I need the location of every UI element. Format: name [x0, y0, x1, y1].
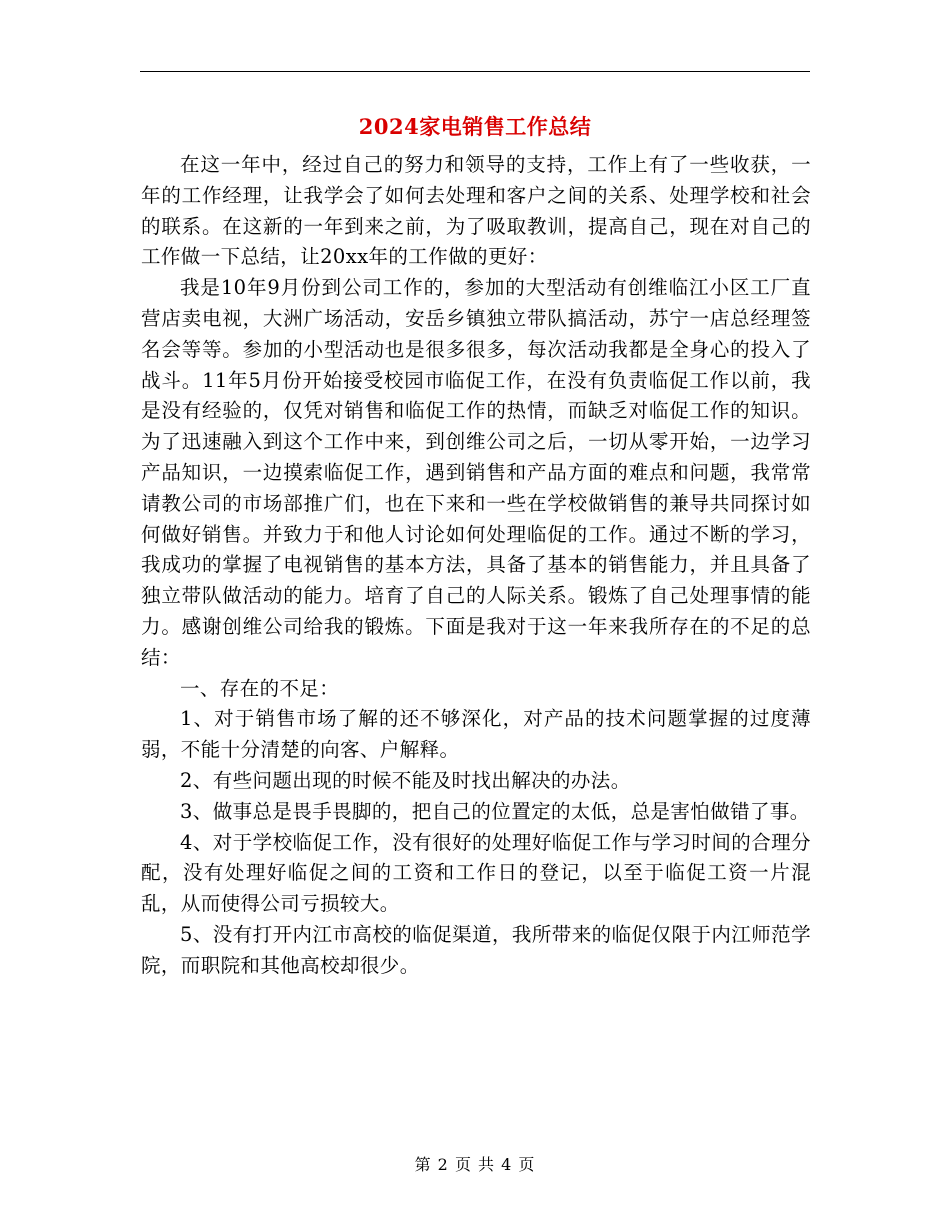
page-number-footer: 第 2 页 共 4 页 [414, 1155, 536, 1174]
header-rule [140, 71, 810, 72]
list-item-shortcoming-1: 1、对于销售市场了解的还不够深化，对产品的技术问题掌握的过度薄弱，不能十分清楚的向客、户解释。 [141, 707, 811, 762]
document-body [141, 150, 811, 982]
paragraph-intro: 在这一年中，经过自己的努力和领导的支持，工作上有了一些收获，一年的工作经理，让我学会了如何去处理和客户之间的关系、处理学校和社会的联系。在这新的一年到来之前，为了吸取教训，提高自己，现在对自己的工作做一下总结，让20xx年的工作做的更好： [141, 153, 811, 269]
list-item-shortcoming-2: 2、有些问题出现的时候不能及时找出解决的办法。 [180, 768, 631, 792]
list-item-shortcoming-5: 5、没有打开内江市高校的临促渠道，我所带来的临促仅限于内江师范学院，而职院和其他高校却很少。 [141, 922, 811, 977]
list-item-shortcoming-4: 4、对于学校临促工作，没有很好的处理好临促工作与学习时间的合理分配，没有处理好临促之间的工资和工作日的登记，以至于临促工资一片混乱，从而使得公司亏损较大。 [141, 830, 811, 916]
list-item-shortcoming-3: 3、做事总是畏手畏脚的，把自己的位置定的太低，总是害怕做错了事。 [180, 799, 810, 823]
document-title: 2024家电销售工作总结 [358, 114, 592, 139]
section-heading-shortcomings: 一、存在的不足： [180, 676, 340, 700]
paragraph-experience: 我是10年9月份到公司工作的，参加的大型活动有创维临江小区工厂直营店卖电视，大洲广场活动，安岳乡镇独立带队搞活动，苏宁一店总经理签名会等等。参加的小型活动也是很多很多，每次活动我都是全身心的投入了战斗。11年5月份开始接受校园市临促工作，在没有负责临促工作以前，我是没有经验的，仅凭对销售和临促工作的热情，而缺乏对临促工作的知识。为了迅速融入到这个工作中来，到创维公司之后，一切从零开始，一边学习产品知识，一边摸索临促工作，遇到销售和产品方面的难点和问题，我常常请教公司的市场部推广们，也在下来和一些在学校做销售的兼导共同探讨如何做好销售。并致力于和他人讨论如何处理临促的工作。通过不断的学习，我成功的掌握了电视销售的基本方法，具备了基本的销售能力，并且具备了独立带队做活动的能力。培育了自己的人际关系。锻炼了自己处理事情的能力。感谢创维公司给我的锻炼。下面是我对于这一年来我所存在的不足的总结： [141, 276, 811, 669]
